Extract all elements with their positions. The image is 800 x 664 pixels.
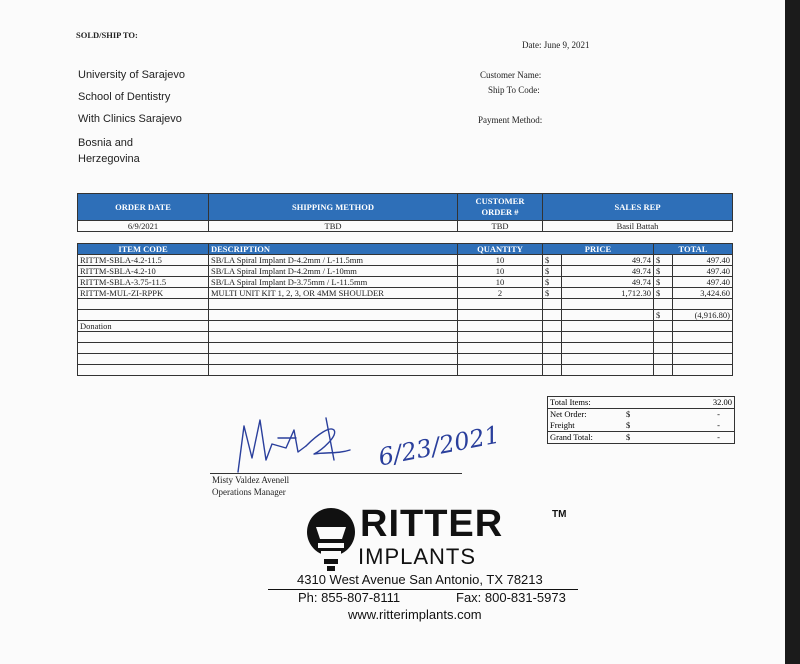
grand-total-currency: $ <box>624 432 653 444</box>
quantity-cell <box>458 310 543 321</box>
item-rows <box>78 255 733 376</box>
grand-total-row <box>548 432 734 444</box>
ritter-screw-logo-icon <box>304 505 358 575</box>
order-date-header: ORDER DATE <box>78 194 209 221</box>
freight-label: Freight <box>550 420 575 430</box>
customer-name-label: Customer Name: <box>480 70 542 80</box>
invoice-date: Date: June 9, 2021 <box>522 40 590 50</box>
price-currency-cell <box>543 354 562 365</box>
net-order-row <box>548 409 734 421</box>
shipping-method-value: TBD <box>209 221 458 232</box>
price-currency-cell: $ <box>543 277 562 288</box>
total-cell <box>673 299 733 310</box>
logo-ritter-text: RITTER <box>360 503 504 545</box>
description-cell <box>209 299 458 310</box>
price-currency-cell <box>543 365 562 376</box>
item-code-cell <box>78 365 209 376</box>
total-currency-cell <box>654 365 673 376</box>
total-cell <box>673 321 733 332</box>
total-currency-cell: $ <box>654 266 673 277</box>
quantity-cell: 10 <box>458 255 543 266</box>
total-currency-cell: $ <box>654 288 673 299</box>
price-cell: 49.74 <box>562 277 654 288</box>
order-info-table <box>77 193 733 232</box>
description-cell: SB/LA Spiral Implant D-3.75mm / L-11.5mm <box>209 277 458 288</box>
price-currency-cell <box>543 310 562 321</box>
table-row <box>78 365 733 376</box>
payment-method-label: Payment Method: <box>478 115 543 125</box>
item-code-cell <box>78 354 209 365</box>
price-currency-cell <box>543 343 562 354</box>
price-cell <box>562 321 654 332</box>
freight-currency: $ <box>626 420 631 430</box>
price-cell <box>562 332 654 343</box>
total-items-row <box>548 397 734 409</box>
total-currency-cell <box>654 343 673 354</box>
price-cell <box>562 354 654 365</box>
address-line: School of Dentistry <box>78 91 171 103</box>
total-currency-cell <box>654 354 673 365</box>
price-currency-cell: $ <box>543 288 562 299</box>
net-order-label: Net Order: <box>550 409 587 419</box>
item-code-cell: RITTM-SBLA-4.2-10 <box>78 266 209 277</box>
quantity-cell <box>458 365 543 376</box>
price-currency-cell: $ <box>543 266 562 277</box>
table-row <box>78 299 733 310</box>
grand-total-value: - <box>653 432 734 444</box>
table-row <box>78 310 733 321</box>
quantity-cell <box>458 354 543 365</box>
total-cell <box>673 332 733 343</box>
price-currency-cell <box>543 299 562 310</box>
item-code-cell <box>78 332 209 343</box>
price-cell: 49.74 <box>562 266 654 277</box>
price-cell <box>562 365 654 376</box>
quantity-cell: 10 <box>458 277 543 288</box>
table-row <box>78 266 733 277</box>
handwritten-signature <box>226 400 366 482</box>
price-currency-cell: $ <box>543 255 562 266</box>
customer-order-header: CUSTOMER ORDER # <box>458 194 543 221</box>
company-address: 4310 West Avenue San Antonio, TX 78213 <box>297 572 543 587</box>
item-code-cell: Donation <box>78 321 209 332</box>
price-cell <box>562 310 654 321</box>
description-cell <box>209 332 458 343</box>
sales-rep-header: SALES REP <box>543 194 733 221</box>
total-cell: 3,424.60 <box>673 288 733 299</box>
table-row <box>78 343 733 354</box>
item-code-cell: RITTM-SBLA-3.75-11.5 <box>78 277 209 288</box>
total-items-value: 32.00 <box>653 397 734 409</box>
sold-ship-to-address <box>78 64 185 167</box>
company-fax: Fax: 800-831-5973 <box>456 590 566 605</box>
price-cell: 1,712.30 <box>562 288 654 299</box>
description-cell <box>209 354 458 365</box>
price-cell: 49.74 <box>562 255 654 266</box>
table-row <box>78 277 733 288</box>
net-order-value: - <box>717 409 720 419</box>
item-code-cell: RITTM-MUL-ZI-RPPK <box>78 288 209 299</box>
signatory-name: Misty Valdez Avenell <box>212 475 290 485</box>
quantity-header: QUANTITY <box>458 244 543 255</box>
description-cell: MULTI UNIT KIT 1, 2, 3, OR 4MM SHOULDER <box>209 288 458 299</box>
price-cell <box>562 299 654 310</box>
description-header: DESCRIPTION <box>209 244 458 255</box>
trademark-symbol: TM <box>552 509 567 520</box>
handwritten-date: 6/23/2021 <box>376 420 503 472</box>
item-code-cell <box>78 343 209 354</box>
items-table <box>77 243 733 376</box>
totals-box <box>547 396 735 444</box>
item-code-cell: RITTM-SBLA-4.2-11.5 <box>78 255 209 266</box>
total-cell: 497.40 <box>673 277 733 288</box>
quantity-cell <box>458 332 543 343</box>
quantity-cell: 10 <box>458 266 543 277</box>
total-header: TOTAL <box>654 244 733 255</box>
price-cell <box>562 343 654 354</box>
total-items-label: Total Items: <box>548 397 624 409</box>
total-currency-cell: $ <box>654 255 673 266</box>
total-cell: 497.40 <box>673 255 733 266</box>
table-row <box>78 321 733 332</box>
quantity-cell: 2 <box>458 288 543 299</box>
address-line: With Clinics Sarajevo <box>78 113 182 125</box>
total-cell: 497.40 <box>673 266 733 277</box>
freight-row <box>548 420 734 432</box>
total-cell <box>673 354 733 365</box>
table-row <box>78 288 733 299</box>
logo-implants-text: IMPLANTS <box>358 544 477 569</box>
price-header: PRICE <box>543 244 654 255</box>
total-cell <box>673 365 733 376</box>
price-currency-cell <box>543 332 562 343</box>
description-cell <box>209 321 458 332</box>
grand-total-label: Grand Total: <box>548 432 624 444</box>
price-currency-cell <box>543 321 562 332</box>
address-line: Bosnia and <box>78 137 134 149</box>
table-row <box>78 332 733 343</box>
ship-to-code-label: Ship To Code: <box>488 85 540 95</box>
address-line: University of Sarajevo <box>78 69 185 81</box>
quantity-cell <box>458 299 543 310</box>
item-code-cell <box>78 310 209 321</box>
description-cell: SB/LA Spiral Implant D-4.2mm / L-11.5mm <box>209 255 458 266</box>
total-cell: (4,916.80) <box>673 310 733 321</box>
freight-value: - <box>717 420 720 430</box>
sales-rep-value: Basil Battah <box>543 221 733 232</box>
signature-line <box>210 473 462 474</box>
shipping-method-header: SHIPPING METHOD <box>209 194 458 221</box>
quantity-cell <box>458 343 543 354</box>
total-currency-cell <box>654 321 673 332</box>
item-code-cell <box>78 299 209 310</box>
company-website[interactable]: www.ritterimplants.com <box>348 607 482 622</box>
description-cell <box>209 365 458 376</box>
net-order-currency: $ <box>626 409 631 419</box>
quantity-cell <box>458 321 543 332</box>
signatory-title: Operations Manager <box>212 487 286 497</box>
description-cell <box>209 343 458 354</box>
total-currency-cell: $ <box>654 310 673 321</box>
total-currency-cell: $ <box>654 277 673 288</box>
sold-ship-to-heading: SOLD/SHIP TO: <box>76 30 138 40</box>
description-cell: SB/LA Spiral Implant D-4.2mm / L-10mm <box>209 266 458 277</box>
item-code-header: ITEM CODE <box>78 244 209 255</box>
table-row <box>78 354 733 365</box>
total-currency-cell <box>654 332 673 343</box>
order-date-value: 6/9/2021 <box>78 221 209 232</box>
total-cell <box>673 343 733 354</box>
customer-order-value: TBD <box>458 221 543 232</box>
total-currency-cell <box>654 299 673 310</box>
address-line: Herzegovina <box>78 153 140 165</box>
company-phone: Ph: 855-807-8111 <box>298 590 401 605</box>
table-row <box>78 255 733 266</box>
description-cell <box>209 310 458 321</box>
